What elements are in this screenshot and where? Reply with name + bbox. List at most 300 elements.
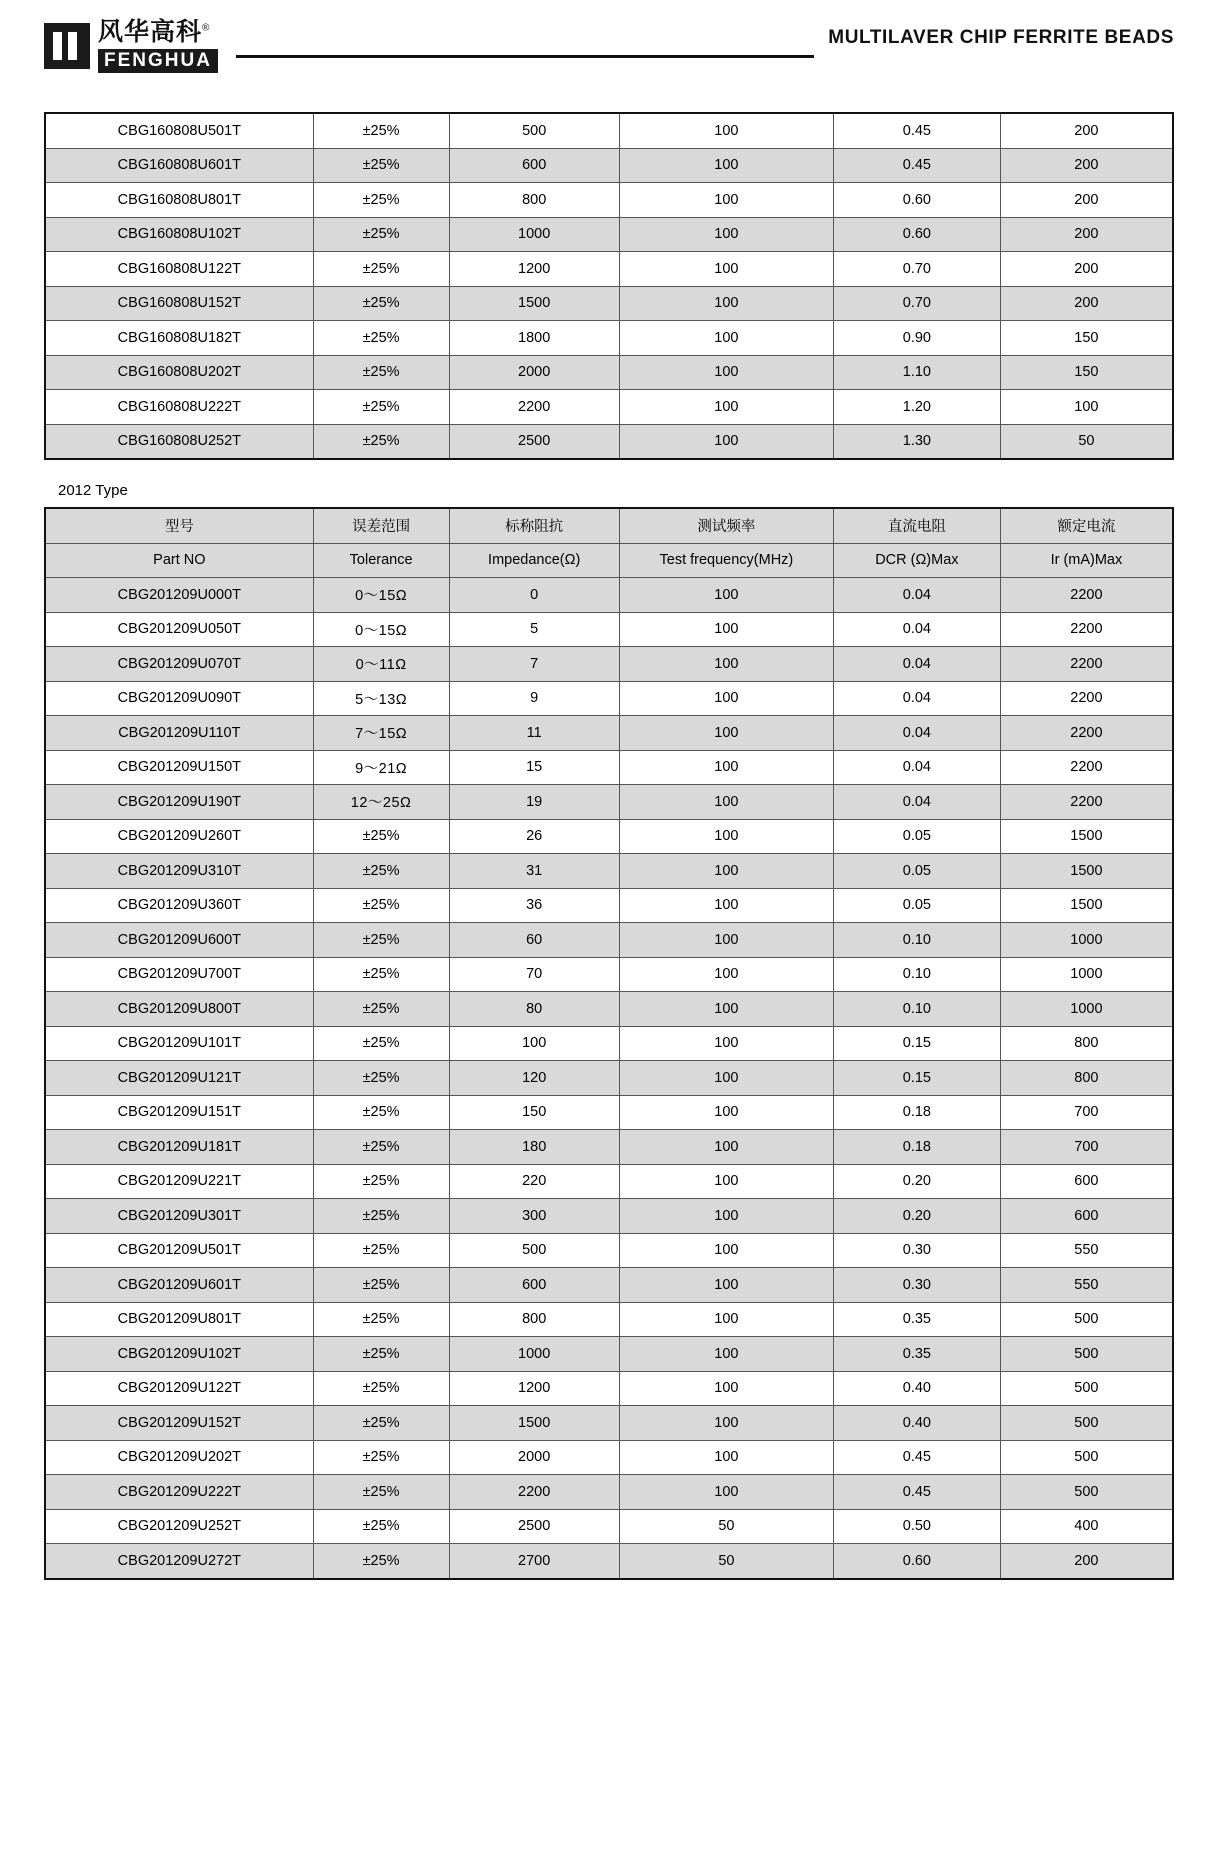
column-header-en-4: DCR (Ω)Max — [833, 543, 1000, 578]
cell-value-5: 600 — [1000, 1164, 1173, 1199]
table-row — [45, 750, 1173, 785]
cell-value-3: 100 — [619, 819, 833, 854]
table-row — [45, 578, 1173, 613]
cell-value-5: 2200 — [1000, 578, 1173, 613]
cell-value-3: 100 — [619, 321, 833, 356]
cell-value-1: 12～25Ω — [313, 785, 449, 820]
cell-value-2: 2000 — [449, 355, 619, 390]
cell-part-no: CBG201209U600T — [45, 923, 313, 958]
cell-value-1: ±25% — [313, 1371, 449, 1406]
cell-value-4: 0.18 — [833, 1095, 1000, 1130]
cell-value-4: 0.35 — [833, 1337, 1000, 1372]
cell-value-5: 500 — [1000, 1302, 1173, 1337]
cell-part-no: CBG201209U310T — [45, 854, 313, 889]
table-row — [45, 716, 1173, 751]
table-row — [45, 612, 1173, 647]
cell-value-3: 100 — [619, 1371, 833, 1406]
column-header-cn-2: 标称阻抗 — [449, 508, 619, 543]
cell-part-no: CBG160808U102T — [45, 217, 313, 252]
logo-text — [98, 17, 218, 73]
table-row — [45, 1509, 1173, 1544]
cell-part-no: CBG160808U801T — [45, 183, 313, 218]
cell-value-1: 0～11Ω — [313, 647, 449, 682]
cell-value-2: 600 — [449, 1268, 619, 1303]
cell-value-3: 100 — [619, 390, 833, 425]
table-row — [45, 819, 1173, 854]
cell-value-3: 100 — [619, 612, 833, 647]
cell-value-1: ±25% — [313, 1061, 449, 1096]
cell-value-4: 1.30 — [833, 424, 1000, 459]
column-header-en-3: Test frequency(MHz) — [619, 543, 833, 578]
table-row — [45, 424, 1173, 459]
cell-value-2: 1000 — [449, 217, 619, 252]
cell-value-1: ±25% — [313, 1440, 449, 1475]
cell-value-5: 400 — [1000, 1509, 1173, 1544]
cell-value-2: 500 — [449, 1233, 619, 1268]
cell-value-1: 5～13Ω — [313, 681, 449, 716]
cell-value-1: ±25% — [313, 888, 449, 923]
cell-value-2: 2500 — [449, 1509, 619, 1544]
cell-part-no: CBG201209U110T — [45, 716, 313, 751]
cell-part-no: CBG160808U182T — [45, 321, 313, 356]
cell-value-5: 550 — [1000, 1233, 1173, 1268]
cell-value-3: 100 — [619, 888, 833, 923]
cell-value-3: 100 — [619, 681, 833, 716]
table-row — [45, 321, 1173, 356]
cell-part-no: CBG201209U000T — [45, 578, 313, 613]
cell-value-3: 100 — [619, 1095, 833, 1130]
cell-value-2: 0 — [449, 578, 619, 613]
cell-value-1: ±25% — [313, 923, 449, 958]
cell-value-3: 100 — [619, 1233, 833, 1268]
cell-value-3: 100 — [619, 854, 833, 889]
cell-value-4: 0.45 — [833, 113, 1000, 148]
cell-value-5: 2200 — [1000, 750, 1173, 785]
cell-value-3: 100 — [619, 957, 833, 992]
cell-value-4: 0.05 — [833, 888, 1000, 923]
cell-part-no: CBG201209U181T — [45, 1130, 313, 1165]
cell-value-5: 550 — [1000, 1268, 1173, 1303]
header-divider — [236, 55, 814, 58]
cell-value-1: ±25% — [313, 1026, 449, 1061]
cell-value-4: 0.70 — [833, 286, 1000, 321]
cell-value-3: 100 — [619, 1268, 833, 1303]
cell-part-no: CBG201209U222T — [45, 1475, 313, 1510]
cell-value-3: 100 — [619, 148, 833, 183]
cell-value-1: ±25% — [313, 1130, 449, 1165]
cell-value-2: 300 — [449, 1199, 619, 1234]
cell-value-5: 700 — [1000, 1095, 1173, 1130]
cell-value-4: 0.04 — [833, 785, 1000, 820]
table-header-row-en — [45, 543, 1173, 578]
cell-value-5: 2200 — [1000, 681, 1173, 716]
cell-value-2: 180 — [449, 1130, 619, 1165]
cell-part-no: CBG160808U601T — [45, 148, 313, 183]
cell-value-4: 0.70 — [833, 252, 1000, 287]
cell-value-5: 200 — [1000, 286, 1173, 321]
table-section-2012 — [44, 507, 1174, 1580]
cell-part-no: CBG201209U601T — [45, 1268, 313, 1303]
table-row — [45, 355, 1173, 390]
cell-value-3: 100 — [619, 252, 833, 287]
cell-value-1: ±25% — [313, 1164, 449, 1199]
cell-value-1: ±25% — [313, 1095, 449, 1130]
table-row — [45, 785, 1173, 820]
table-row — [45, 1371, 1173, 1406]
table-row — [45, 1544, 1173, 1579]
cell-part-no: CBG201209U101T — [45, 1026, 313, 1061]
cell-part-no: CBG201209U801T — [45, 1302, 313, 1337]
cell-value-1: 0～15Ω — [313, 612, 449, 647]
cell-part-no: CBG201209U151T — [45, 1095, 313, 1130]
cell-value-1: ±25% — [313, 992, 449, 1027]
cell-value-5: 500 — [1000, 1337, 1173, 1372]
cell-value-2: 800 — [449, 183, 619, 218]
cell-value-3: 100 — [619, 217, 833, 252]
cell-value-1: ±25% — [313, 1233, 449, 1268]
cell-value-1: ±25% — [313, 183, 449, 218]
cell-value-4: 0.30 — [833, 1233, 1000, 1268]
cell-value-3: 100 — [619, 1337, 833, 1372]
cell-part-no: CBG201209U800T — [45, 992, 313, 1027]
cell-value-5: 500 — [1000, 1371, 1173, 1406]
cell-value-3: 100 — [619, 424, 833, 459]
cell-part-no: CBG201209U360T — [45, 888, 313, 923]
cell-value-4: 0.04 — [833, 716, 1000, 751]
cell-value-2: 11 — [449, 716, 619, 751]
cell-value-5: 1000 — [1000, 957, 1173, 992]
cell-part-no: CBG201209U121T — [45, 1061, 313, 1096]
table-row — [45, 854, 1173, 889]
logo-chinese-text: 风华高科 — [98, 17, 203, 46]
cell-value-4: 0.30 — [833, 1268, 1000, 1303]
cell-part-no: CBG201209U272T — [45, 1544, 313, 1579]
cell-part-no: CBG201209U501T — [45, 1233, 313, 1268]
cell-part-no: CBG201209U102T — [45, 1337, 313, 1372]
cell-value-1: ±25% — [313, 321, 449, 356]
cell-value-4: 0.45 — [833, 1440, 1000, 1475]
cell-value-4: 0.10 — [833, 923, 1000, 958]
cell-value-5: 150 — [1000, 321, 1173, 356]
cell-value-2: 2200 — [449, 390, 619, 425]
cell-value-2: 100 — [449, 1026, 619, 1061]
cell-value-3: 100 — [619, 113, 833, 148]
column-header-en-2: Impedance(Ω) — [449, 543, 619, 578]
cell-value-4: 0.60 — [833, 183, 1000, 218]
cell-value-4: 0.04 — [833, 750, 1000, 785]
cell-value-4: 1.10 — [833, 355, 1000, 390]
cell-value-3: 100 — [619, 1199, 833, 1234]
table-row — [45, 183, 1173, 218]
cell-value-1: ±25% — [313, 1337, 449, 1372]
table-row — [45, 1095, 1173, 1130]
cell-value-1: ±25% — [313, 424, 449, 459]
cell-value-1: ±25% — [313, 355, 449, 390]
table-row — [45, 1233, 1173, 1268]
cell-value-5: 2200 — [1000, 716, 1173, 751]
column-header-cn-5: 额定电流 — [1000, 508, 1173, 543]
cell-value-1: ±25% — [313, 1475, 449, 1510]
cell-value-1: ±25% — [313, 1406, 449, 1441]
table-row — [45, 1475, 1173, 1510]
cell-part-no: CBG201209U150T — [45, 750, 313, 785]
cell-value-2: 500 — [449, 113, 619, 148]
cell-value-2: 2200 — [449, 1475, 619, 1510]
cell-value-2: 1800 — [449, 321, 619, 356]
cell-value-4: 0.04 — [833, 647, 1000, 682]
cell-value-5: 200 — [1000, 183, 1173, 218]
cell-part-no: CBG201209U301T — [45, 1199, 313, 1234]
table-row — [45, 1130, 1173, 1165]
cell-value-3: 100 — [619, 923, 833, 958]
cell-value-3: 100 — [619, 716, 833, 751]
cell-value-2: 26 — [449, 819, 619, 854]
cell-value-2: 9 — [449, 681, 619, 716]
table-row — [45, 113, 1173, 148]
cell-value-4: 0.15 — [833, 1061, 1000, 1096]
table-row — [45, 286, 1173, 321]
cell-value-2: 31 — [449, 854, 619, 889]
cell-part-no: CBG160808U501T — [45, 113, 313, 148]
spec-table-2012 — [44, 507, 1174, 1580]
table-row — [45, 1337, 1173, 1372]
cell-value-5: 1000 — [1000, 992, 1173, 1027]
cell-value-5: 1500 — [1000, 854, 1173, 889]
cell-value-1: ±25% — [313, 1268, 449, 1303]
cell-part-no: CBG201209U260T — [45, 819, 313, 854]
cell-value-4: 0.10 — [833, 992, 1000, 1027]
cell-value-3: 100 — [619, 183, 833, 218]
cell-value-1: ±25% — [313, 390, 449, 425]
cell-value-3: 100 — [619, 1061, 833, 1096]
company-logo — [44, 17, 218, 73]
cell-part-no: CBG160808U252T — [45, 424, 313, 459]
table-row — [45, 888, 1173, 923]
cell-value-3: 100 — [619, 1440, 833, 1475]
cell-value-4: 0.20 — [833, 1164, 1000, 1199]
cell-value-2: 7 — [449, 647, 619, 682]
cell-value-2: 1000 — [449, 1337, 619, 1372]
table-header-row-cn — [45, 508, 1173, 543]
fenghua-logo-icon — [44, 23, 90, 69]
cell-value-1: 7～15Ω — [313, 716, 449, 751]
cell-value-2: 2500 — [449, 424, 619, 459]
cell-value-5: 200 — [1000, 252, 1173, 287]
table-row — [45, 992, 1173, 1027]
cell-value-4: 0.04 — [833, 612, 1000, 647]
cell-value-5: 2200 — [1000, 612, 1173, 647]
cell-value-5: 200 — [1000, 1544, 1173, 1579]
column-header-cn-0: 型号 — [45, 508, 313, 543]
table-row — [45, 923, 1173, 958]
cell-value-4: 0.40 — [833, 1406, 1000, 1441]
cell-value-3: 100 — [619, 1130, 833, 1165]
logo-english-name: FENGHUA — [98, 49, 218, 73]
cell-value-5: 1500 — [1000, 819, 1173, 854]
cell-value-4: 0.60 — [833, 1544, 1000, 1579]
column-header-cn-4: 直流电阻 — [833, 508, 1000, 543]
table-body-1608 — [45, 113, 1173, 459]
cell-value-2: 1200 — [449, 252, 619, 287]
table-row — [45, 1406, 1173, 1441]
cell-value-5: 800 — [1000, 1061, 1173, 1096]
cell-value-5: 200 — [1000, 148, 1173, 183]
table-row — [45, 1199, 1173, 1234]
cell-value-5: 500 — [1000, 1440, 1173, 1475]
cell-value-2: 19 — [449, 785, 619, 820]
cell-value-2: 1200 — [449, 1371, 619, 1406]
cell-part-no: CBG160808U122T — [45, 252, 313, 287]
table-row — [45, 957, 1173, 992]
cell-part-no: CBG201209U070T — [45, 647, 313, 682]
cell-value-1: ±25% — [313, 217, 449, 252]
cell-value-3: 100 — [619, 286, 833, 321]
cell-part-no: CBG201209U190T — [45, 785, 313, 820]
cell-value-5: 1000 — [1000, 923, 1173, 958]
cell-value-5: 600 — [1000, 1199, 1173, 1234]
column-header-en-0: Part NO — [45, 543, 313, 578]
cell-value-1: ±25% — [313, 1302, 449, 1337]
cell-value-1: ±25% — [313, 252, 449, 287]
cell-value-1: ±25% — [313, 819, 449, 854]
cell-value-2: 1500 — [449, 1406, 619, 1441]
cell-value-1: ±25% — [313, 286, 449, 321]
cell-value-4: 0.05 — [833, 819, 1000, 854]
cell-value-2: 15 — [449, 750, 619, 785]
cell-value-2: 80 — [449, 992, 619, 1027]
cell-value-2: 60 — [449, 923, 619, 958]
cell-value-2: 120 — [449, 1061, 619, 1096]
table-row — [45, 647, 1173, 682]
cell-value-1: 9～21Ω — [313, 750, 449, 785]
cell-value-4: 1.20 — [833, 390, 1000, 425]
table-row — [45, 252, 1173, 287]
cell-value-4: 0.15 — [833, 1026, 1000, 1061]
table-row — [45, 1164, 1173, 1199]
cell-value-1: 0～15Ω — [313, 578, 449, 613]
cell-value-3: 100 — [619, 578, 833, 613]
table-row — [45, 1268, 1173, 1303]
table-row — [45, 681, 1173, 716]
cell-part-no: CBG201209U221T — [45, 1164, 313, 1199]
cell-value-5: 500 — [1000, 1406, 1173, 1441]
cell-value-1: ±25% — [313, 1199, 449, 1234]
cell-part-no: CBG160808U202T — [45, 355, 313, 390]
cell-value-3: 100 — [619, 1406, 833, 1441]
cell-value-3: 100 — [619, 785, 833, 820]
section-label-2012: 2012 Type — [58, 482, 128, 499]
cell-value-5: 2200 — [1000, 785, 1173, 820]
cell-value-1: ±25% — [313, 854, 449, 889]
cell-value-2: 70 — [449, 957, 619, 992]
cell-value-3: 100 — [619, 1302, 833, 1337]
table-body-2012 — [45, 508, 1173, 1579]
cell-value-4: 0.50 — [833, 1509, 1000, 1544]
cell-value-5: 2200 — [1000, 647, 1173, 682]
cell-value-5: 700 — [1000, 1130, 1173, 1165]
table-row — [45, 217, 1173, 252]
column-header-cn-1: 误差范围 — [313, 508, 449, 543]
cell-part-no: CBG201209U700T — [45, 957, 313, 992]
logo-chinese-name — [98, 17, 218, 46]
cell-value-4: 0.05 — [833, 854, 1000, 889]
table-row — [45, 1026, 1173, 1061]
cell-part-no: CBG201209U050T — [45, 612, 313, 647]
cell-value-3: 100 — [619, 355, 833, 390]
column-header-en-1: Tolerance — [313, 543, 449, 578]
cell-value-2: 2000 — [449, 1440, 619, 1475]
cell-value-5: 500 — [1000, 1475, 1173, 1510]
cell-value-3: 100 — [619, 1475, 833, 1510]
cell-value-5: 200 — [1000, 113, 1173, 148]
cell-part-no: CBG201209U090T — [45, 681, 313, 716]
cell-value-2: 150 — [449, 1095, 619, 1130]
page-title: MULTILAVER CHIP FERRITE BEADS — [828, 27, 1174, 48]
cell-value-2: 220 — [449, 1164, 619, 1199]
cell-value-4: 0.35 — [833, 1302, 1000, 1337]
cell-value-2: 600 — [449, 148, 619, 183]
cell-part-no: CBG160808U222T — [45, 390, 313, 425]
cell-part-no: CBG201209U202T — [45, 1440, 313, 1475]
cell-value-3: 50 — [619, 1509, 833, 1544]
cell-value-3: 100 — [619, 992, 833, 1027]
table-row — [45, 390, 1173, 425]
cell-value-4: 0.45 — [833, 148, 1000, 183]
cell-value-1: ±25% — [313, 957, 449, 992]
table-row — [45, 1061, 1173, 1096]
cell-value-1: ±25% — [313, 113, 449, 148]
table-row — [45, 1302, 1173, 1337]
cell-value-4: 0.04 — [833, 578, 1000, 613]
cell-value-4: 0.04 — [833, 681, 1000, 716]
cell-value-2: 800 — [449, 1302, 619, 1337]
cell-value-5: 800 — [1000, 1026, 1173, 1061]
cell-value-5: 150 — [1000, 355, 1173, 390]
column-header-cn-3: 测试频率 — [619, 508, 833, 543]
cell-value-4: 0.20 — [833, 1199, 1000, 1234]
table-row — [45, 148, 1173, 183]
cell-value-3: 100 — [619, 1164, 833, 1199]
spec-table-1608 — [44, 112, 1174, 460]
column-header-en-5: Ir (mA)Max — [1000, 543, 1173, 578]
cell-part-no: CBG201209U152T — [45, 1406, 313, 1441]
cell-value-4: 0.60 — [833, 217, 1000, 252]
registered-trademark-icon: ® — [202, 22, 211, 34]
cell-value-4: 0.90 — [833, 321, 1000, 356]
cell-value-5: 50 — [1000, 424, 1173, 459]
page-header — [44, 0, 1174, 92]
cell-value-1: ±25% — [313, 148, 449, 183]
cell-value-4: 0.10 — [833, 957, 1000, 992]
cell-value-4: 0.18 — [833, 1130, 1000, 1165]
cell-value-2: 2700 — [449, 1544, 619, 1579]
cell-value-1: ±25% — [313, 1544, 449, 1579]
cell-part-no: CBG201209U252T — [45, 1509, 313, 1544]
cell-value-3: 100 — [619, 647, 833, 682]
cell-value-2: 36 — [449, 888, 619, 923]
cell-value-4: 0.45 — [833, 1475, 1000, 1510]
table-row — [45, 1440, 1173, 1475]
cell-value-3: 100 — [619, 1026, 833, 1061]
cell-value-2: 5 — [449, 612, 619, 647]
cell-value-1: ±25% — [313, 1509, 449, 1544]
cell-part-no: CBG160808U152T — [45, 286, 313, 321]
cell-value-3: 100 — [619, 750, 833, 785]
cell-value-5: 1500 — [1000, 888, 1173, 923]
cell-value-4: 0.40 — [833, 1371, 1000, 1406]
cell-value-2: 1500 — [449, 286, 619, 321]
cell-value-5: 100 — [1000, 390, 1173, 425]
